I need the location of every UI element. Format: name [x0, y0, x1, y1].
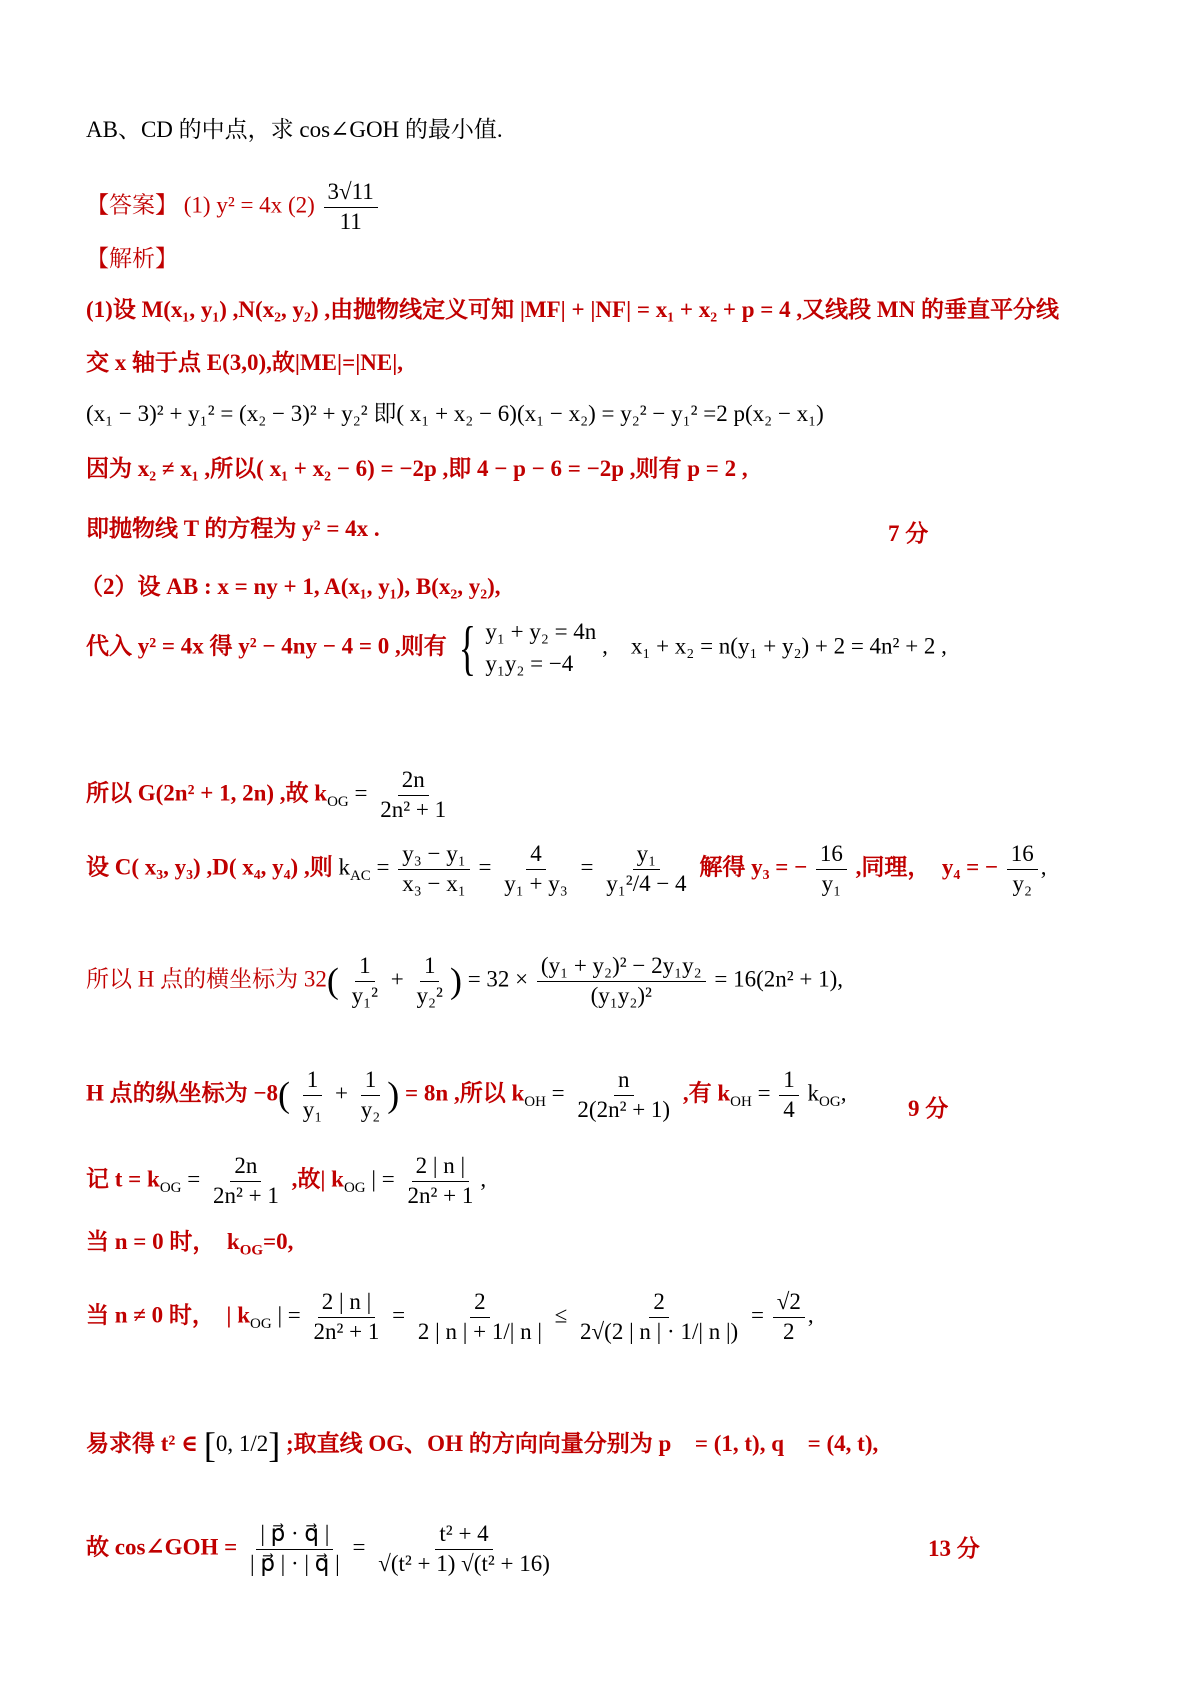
step-10: H 点的纵坐标为 −8( $\frac{1}{\text{y₁}}$ + $\frac{1}{\text{y₂}}$ ) = 8n ,所以 $k_{OH}$ = $\frac{n}{\text{2(2n² + 1)}}$ ,有 $k_{OH}$ = $\frac{1}{4}$ $k_{OG}$,: [86, 1067, 847, 1122]
question-tail: AB、CD 的中点，求 cos∠GOH 的最小值.: [86, 117, 503, 142]
equation-system: { y₁ + y₂ = 4n y₁y₂ = −4: [458, 615, 597, 682]
step-4: 即抛物线 T 的方程为 y² = 4x .: [86, 516, 380, 541]
answer-part2-prefix: (2): [287, 192, 315, 218]
step-2: (x₁ − 3)² + y₁² = (x₂ − 3)² + y₂² 即( x₁ + x₂ − 6)(x₁ − x₂) = y₂² − y₁² =2 p(x₂ − x₁): [86, 401, 824, 426]
score-13: 13 分: [928, 1536, 980, 1561]
step-14: 易求得 t² ∈ [0, 1/2] ;取直线 OG、OH 的方向向量分别为 p⃗ = (1, t), q⃗ = (4, t),: [86, 1425, 879, 1465]
step-13: 当 n ≠ 0 时， | $k_{OG}$ | = $\frac{2 | n |}{\text{2n² + 1}}$ = $\frac{2}{2 | n | + 1/| n |}$ ≤ $\frac{2}{2√(2 | n | \cdot 1/| n |)}$ = $\frac{√2}{2}$ ,: [86, 1289, 814, 1344]
step-1a: (1)设 M(x₁, y₁) ,N(x₂, y₂) ,由抛物线定义可知 |MF| + |NF| = x₁ + x₂ + p = 4 ,又线段 MN 的垂直平分线: [86, 297, 1059, 322]
score-9: 9 分: [908, 1096, 949, 1121]
step-3: 因为 x₂ ≠ x₁ ,所以( x₁ + x₂ − 6) = −2p ,即 4 − p − 6 = −2p ,则有 p = 2 ,: [86, 456, 748, 481]
score-7: 7 分: [888, 521, 929, 546]
answer-part1: (1) y² = 4x: [183, 192, 283, 218]
step-11: 记 $t = k_{OG}$ = $\frac{2n}{\text{2n² + 1}}$ ,故| $k_{OG}$ | = $\frac{2 | n |}{\text{2n² + 1}}$ ,: [86, 1153, 487, 1208]
step-6: 代入 y² = 4x 得 y² − 4ny − 4 = 0 ,则有 { y₁ + y₂ = 4n y₁y₂ = −4 , x₁ + x₂ = n(y₁ + y₂) + 2 = 4n² + 2 ,: [86, 615, 947, 682]
answer-line: [86, 178, 381, 237]
step-15: 故 cos∠GOH = $\frac{| p⃗ \cdot q⃗ |}{| p⃗ | \cdot | q⃗ |}$ = $\frac{\text{t² + 4}}{\text{√(t² + 1) √(t² + 16)}}$: [86, 1521, 550, 1576]
step-7: 所以 G(2n² + 1, 2n) ,故 $k_{OG}$ = $\frac{2n}{\text{2n² + 1}}$: [86, 767, 447, 822]
answer-label: 【答案】: [86, 192, 178, 218]
step-1b: 交 x 轴于点 E(3,0),故|ME|=|NE|,: [86, 350, 404, 375]
answer-fraction: $\frac{3√11}{11}$: [324, 178, 378, 237]
step-9: 所以 H 点的横坐标为 32( $\frac{1}{\text{y₁²}}$ + $\frac{1}{\text{y₂²}}$ ) = 32 × $\frac{\text{(y₁ + y₂)² − 2y₁y₂}}{\text{(y₁y₂)²}}$ = 16(2n² + 1),: [86, 953, 844, 1008]
step-8: 设 C( x₃, y₃) ,D( x₄, y₄) ,则 $k_{AC}$ = $\frac{\text{y₃ − y₁}}{\text{x₃ − x₁}}$ = $\frac{4}{\text{y₁ + y₃}}$ = $\frac{\text{y₁}}{\text{y₁²/4 − 4}}$ 解得 y₃ = − $\frac{16}{\text{y₁}}$ ,同理， y₄ = − $\frac{16}{\text{y₂}}$ ,: [86, 841, 1047, 896]
analysis-label: 【解析】: [86, 246, 178, 271]
step-12: 当 n = 0 时， $k_{OG}=0$,: [86, 1229, 294, 1259]
step-5: （2）设 AB : x = ny + 1, A(x₁, y₁), B(x₂, y₂),: [80, 574, 501, 599]
